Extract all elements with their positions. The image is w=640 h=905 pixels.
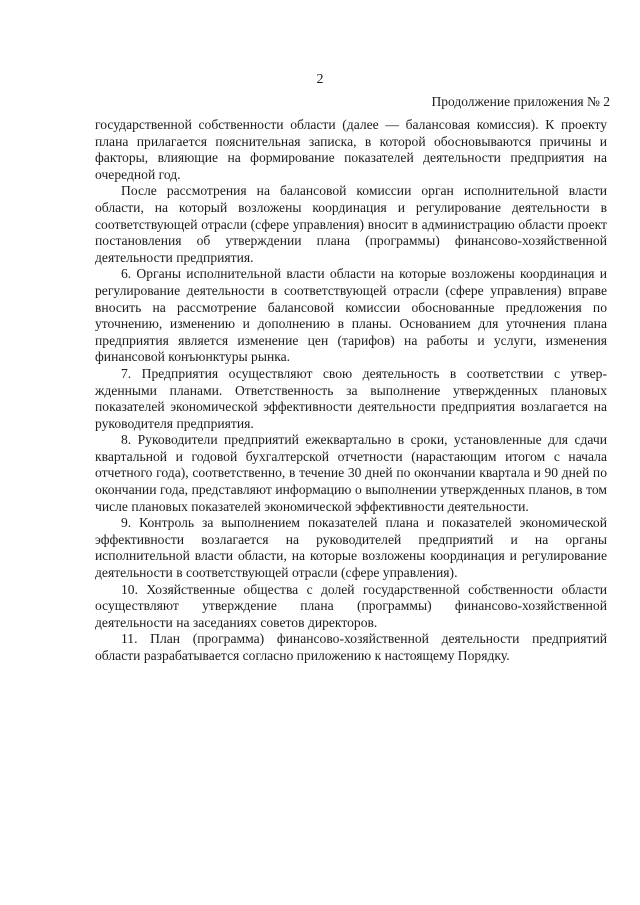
paragraph-item-9: 9. Контроль за выполнением показателей плана и показателей экономической эффективности возлагается на руководителей предприятий и на органы исполнительной власти области, на которые возложены координация и регулирование деятельности в соответствующей отрасли (сфере управления).: [95, 515, 607, 581]
paragraph-item-6: 6. Органы исполнительной власти области на которые возложены координация и регулирование деятельности в соответствующей отрасли (сфере управления) вправе вносить на рассмотрение балансовой комиссии обоснованные предложения по уточнению, изменению и дополнению в планы. Основанием для уточнения плана предприятия является изменение цен (тарифов) на работы и услуги, изменения финансовой конъюнктуры рынка.: [95, 266, 607, 365]
appendix-continuation-note: Продолжение приложения № 2: [431, 94, 610, 109]
document-body: [95, 117, 607, 665]
paragraph-commission-review: После рассмотрения на балансовой комиссии орган исполнительной власти области, на который возложены координация и регулирование деятельности в соответствующей отрасли (сфере управления) вносит в администрацию области проект постановления об утверждении плана (программы) финансово-хозяйственной деятельности предприятия.: [95, 183, 607, 265]
paragraph-continuation: государственной собственности области (далее — балансовая комиссия). К проекту плана прилагается пояснительная записка, в которой обосновываются причины и факторы, влияющие на формирование показателей деятельности предприятия на очередной год.: [95, 117, 607, 182]
paragraph-item-8: 8. Руководители предприятий ежеквартально в сроки, установленные для сдачи квартальной и годовой бухгалтерской отчетности (нарастающим итогом с начала отчетного года), соответственно, в течение 30 дней по окончании квартала и 90 дней по окончании года, представляют информацию о выполнении утвержденных планов, в том числе плановых показателей экономической эффективности деятельности.: [95, 432, 607, 514]
paragraph-item-11: 11. План (программа) финансово-хозяйственной деятельности предприятий области разрабатывается согласно приложению к настоящему Порядку.: [95, 631, 607, 663]
paragraph-item-10: 10. Хозяйственные общества с долей государственной собственности области осуществляют утверждение плана (программы) финансово-хозяйственной деятельности на заседаниях советов директоров.: [95, 581, 607, 630]
paragraph-item-7: 7. Предприятия осуществляют свою деятельность в соответствии с утвержденными планами. Ответственность за выполнение утвержденных плановых показателей экономической эффективности деятельности предприятия возлагается на руководителя предприятия.: [95, 365, 607, 431]
page-number: 2: [316, 72, 324, 87]
